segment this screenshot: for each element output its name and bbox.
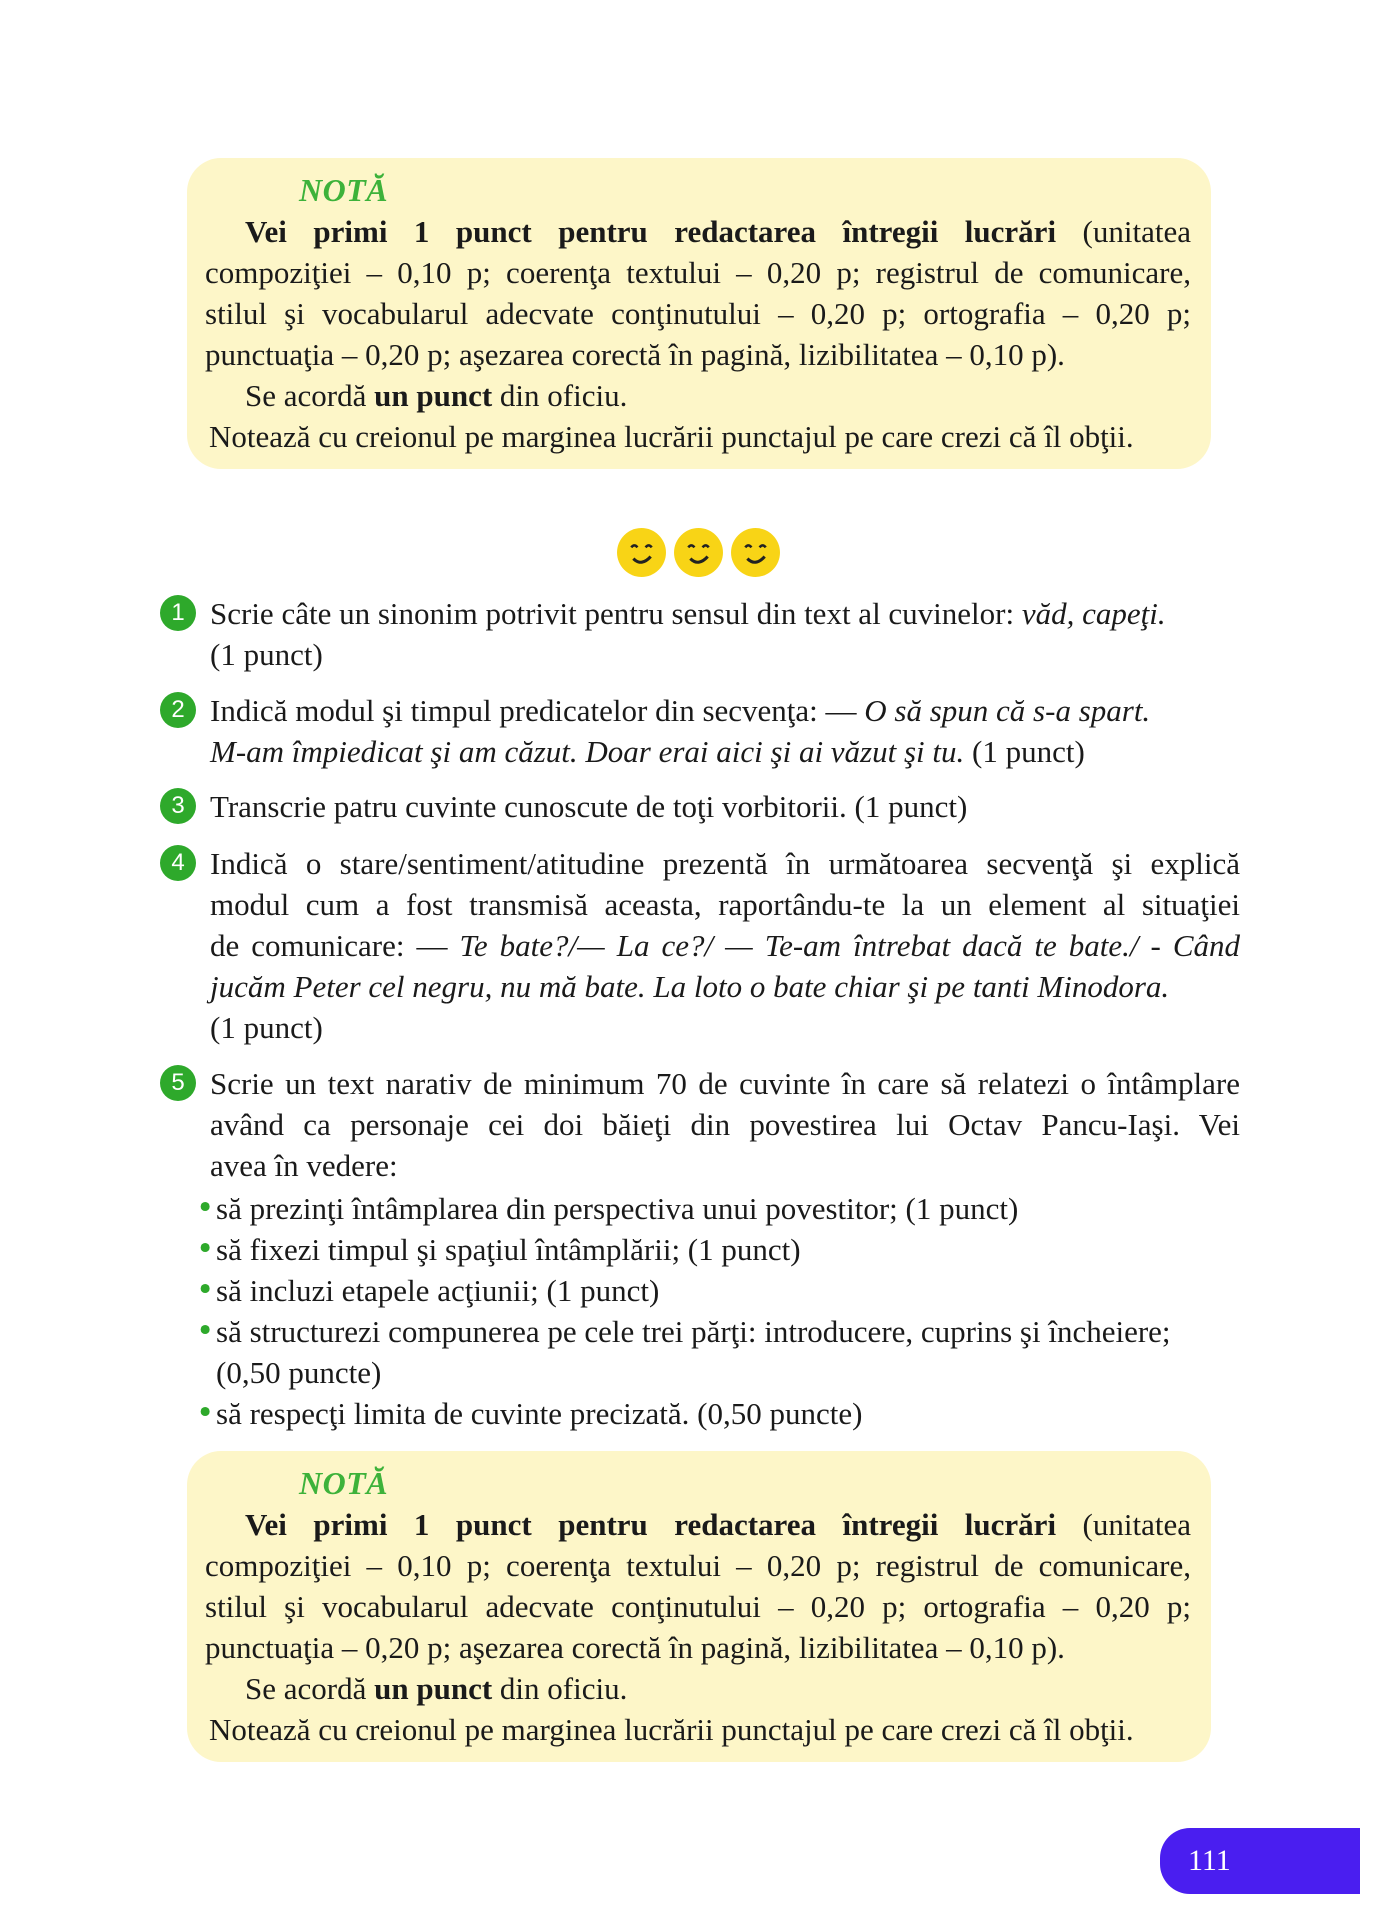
note-paragraph-2: Se acordă un punct din oficiu.	[245, 1671, 628, 1706]
note-paragraph-1: Vei primi 1 punct pentru redactarea întregii lucrări (unitatea	[245, 1507, 1191, 1542]
exercise-number: 5	[160, 1065, 196, 1101]
note-paragraph-3: Notează cu creionul pe marginea lucrării punctajul pe care crezi că îl obţii.	[209, 419, 1134, 454]
note-box-bottom: NOTĂ Vei primi 1 punct pentru redactarea întregii lucrări (unitatea compoziţiei – 0,10 p; coerenţa textului – 0,20 p; registrul de comunicare, stilul şi vocabularul adecvate conţinutului – 0,20 p; ortografia – 0,20 p; punctuaţia – 0,20 p; aşezarea corectă în pagină, lizibilitatea – 0,10 p). Se acordă un punct din oficiu. Notează cu creionul pe marginea lucrării punctajul pe care crezi că îl obţii.	[187, 1451, 1211, 1762]
page-number: 111	[1188, 1844, 1231, 1877]
list-item: • să fixezi timpul şi spaţiul întâmplării; (1 punct)	[196, 1229, 1240, 1270]
note-title: NOTĂ	[299, 1465, 389, 1501]
smiley-icon	[673, 527, 724, 578]
exercise-number: 3	[160, 788, 196, 824]
smiley-row	[616, 527, 781, 579]
exercise-number: 2	[160, 692, 196, 728]
note-title: NOTĂ	[299, 172, 389, 208]
exercise-4: 4 Indică o stare/sentiment/atitudine prezentă în următoarea secvenţă şi explică modul cum a fost transmisă aceasta, raportându-te la un element al situaţiei de comunicare: — Te bate?/— La ce?/ — Te-am întrebat dacă te bate./ - Când jucăm Peter cel negru, nu mă bate. La loto o bate chiar şi pe tanti Minodora. (1 punct)	[160, 843, 1240, 1048]
note-paragraph-2: Se acordă un punct din oficiu.	[245, 378, 628, 413]
list-item: • să respecţi limita de cuvinte precizată. (0,50 puncte)	[196, 1393, 1240, 1434]
criteria-list	[196, 1188, 1240, 1434]
exercise-number: 4	[160, 845, 196, 881]
exercise-5: 5 Scrie un text narativ de minimum 70 de cuvinte în care să relatezi o întâmplare având ca personaje cei doi băieţi din povestirea lui Octav Pancu-Iaşi. Vei avea în vedere: • să prezinţi întâmplarea din perspectiva unui povestitor; (1 punct) • să fixezi timpul şi spaţiul întâmplării; (1 punct) • să incluzi etapele acţiunii; (1 punct) • să structurezi compunerea pe cele trei părţi: introducere, cuprins şi încheiere; (0,50 puncte) • să respecţi limita de cuvinte precizată. (0,50 puncte)	[160, 1063, 1240, 1434]
list-item: • să structurezi compunerea pe cele trei părţi: introducere, cuprins şi încheiere; (0,50 puncte)	[196, 1311, 1240, 1393]
note-box-top: NOTĂ Vei primi 1 punct pentru redactarea întregii lucrări (unitatea compoziţiei – 0,10 p; coerenţa textului – 0,20 p; registrul de comunicare, stilul şi vocabularul adecvate conţinutului – 0,20 p; ortografia – 0,20 p; punctuaţia – 0,20 p; aşezarea corectă în pagină, lizibilitatea – 0,10 p). Se acordă un punct din oficiu. Notează cu creionul pe marginea lucrării punctajul pe care crezi că îl obţii.	[187, 158, 1211, 469]
note-paragraph-3: Notează cu creionul pe marginea lucrării punctajul pe care crezi că îl obţii.	[209, 1712, 1134, 1747]
list-item: • să prezinţi întâmplarea din perspectiva unui povestitor; (1 punct)	[196, 1188, 1240, 1229]
exercise-number: 1	[160, 595, 196, 631]
exercise-2: 2 Indică modul şi timpul predicatelor din secvenţa: — O să spun că s-a spart. M-am împiedicat şi am căzut. Doar erai aici şi ai văzut şi tu. (1 punct)	[160, 690, 1240, 772]
note-paragraph-1: Vei primi 1 punct pentru redactarea întregii lucrări (unitatea	[245, 214, 1191, 249]
page-number-badge	[1160, 1828, 1360, 1894]
smiley-icon	[616, 527, 667, 578]
smiley-icon	[730, 527, 781, 578]
list-item: • să incluzi etapele acţiunii; (1 punct)	[196, 1270, 1240, 1311]
exercise-1: 1 Scrie câte un sinonim potrivit pentru sensul din text al cuvinelor: văd, capeţi. (1 punct)	[160, 593, 1240, 675]
exercise-3: 3 Transcrie patru cuvinte cunoscute de toţi vorbitorii. (1 punct)	[160, 786, 1240, 827]
